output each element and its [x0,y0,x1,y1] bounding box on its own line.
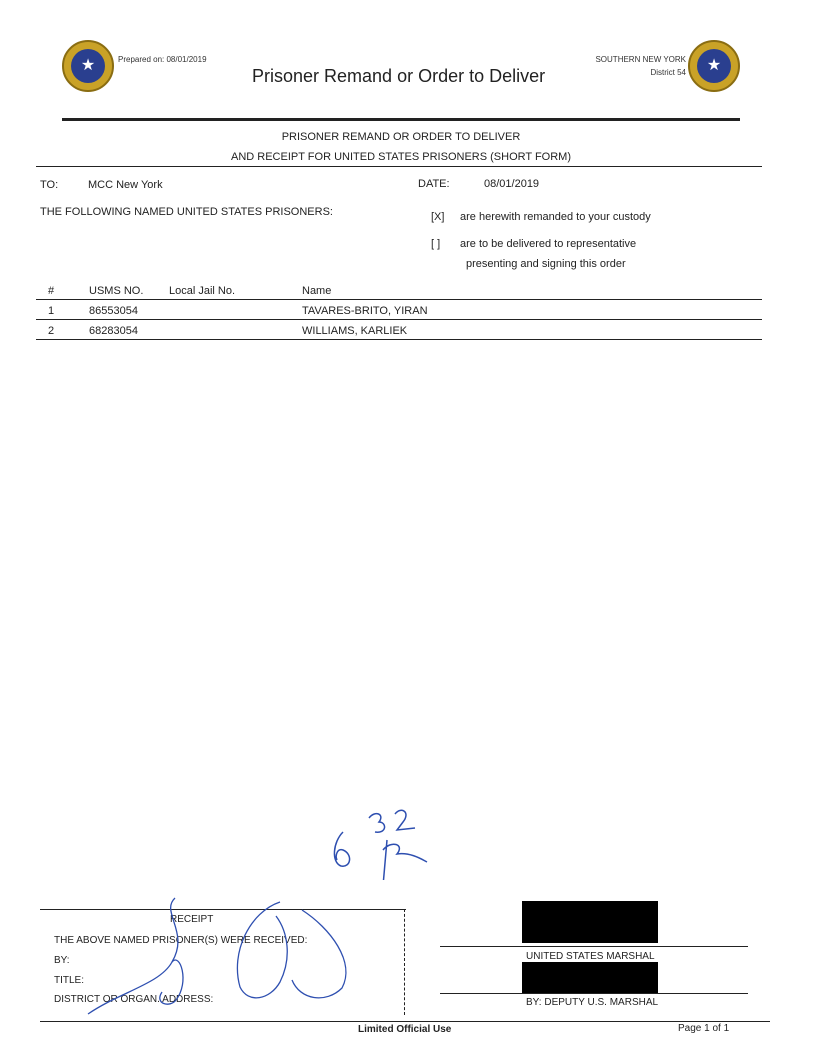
row-divider [36,339,762,340]
redacted-signature-block [522,901,658,943]
option1-text: are herewith remanded to your custody [460,211,651,223]
district-number: District 54 [650,68,686,77]
receipt-received-line: THE ABOVE NAMED PRISONER(S) WERE RECEIVED: [54,935,308,946]
footer-divider [40,1021,770,1022]
form-heading-line2: AND RECEIPT FOR UNITED STATES PRISONERS (SHORT FORM) [230,151,571,163]
col-header-usms: USMS NO. [89,285,144,297]
receipt-title: RECEIPT [170,914,214,925]
row-usms-number: 86553054 [89,305,138,317]
option2-text-line1: are to be delivered to representative [460,238,637,250]
to-value: MCC New York [88,179,163,191]
handwritten-time-note [325,800,435,880]
row-prisoner-name: TAVARES-BRITO, YIRAN [302,305,428,317]
col-header-local-jail: Local Jail No. [169,285,236,297]
table-header-divider [36,299,762,300]
footer-classification: Limited Official Use [358,1024,452,1035]
col-header-name: Name [302,285,332,297]
prisoners-label: THE FOLLOWING NAMED UNITED STATES PRISONERS: [40,206,333,218]
footer-page-number: Page 1 of 1 [678,1023,730,1034]
usms-seal-left-icon: ★ [62,40,114,92]
row-prisoner-name: WILLIAMS, KARLIEK [302,325,408,337]
heading-divider [36,166,762,167]
date-label: DATE: [418,178,450,190]
row-usms-number: 68283054 [89,325,138,337]
date-value: 08/01/2019 [484,178,540,190]
option2-checkbox: [ ] [431,238,441,250]
row-divider [36,319,762,320]
page-title: Prisoner Remand or Order to Deliver [252,66,546,86]
receipt-right-border [404,909,405,1015]
option2-text-line2: presenting and signing this order [466,258,626,270]
col-header-number: # [48,285,55,297]
row-number: 1 [48,305,55,317]
option1-checkbox: [X] [431,211,445,223]
to-label: TO: [40,179,59,191]
deputy-label: BY: DEPUTY U.S. MARSHAL [526,997,659,1008]
prepared-on-text: Prepared on: 08/01/2019 [118,55,207,64]
marshal-signature-line [440,946,748,947]
district-name: SOUTHERN NEW YORK [595,55,686,64]
receipt-title-label: TITLE: [54,975,85,986]
row-number: 2 [48,325,55,337]
deputy-signature-line [440,993,748,994]
receipt-by-label: BY: [54,955,70,966]
usms-seal-right-icon: ★ [688,40,740,92]
redacted-deputy-block [522,962,658,994]
marshal-label: UNITED STATES MARSHAL [526,951,655,962]
form-heading-line1: PRISONER REMAND OR ORDER TO DELIVER [281,131,521,143]
header-divider [62,118,740,121]
receipt-address-label: DISTRICT OR ORGAN. ADDRESS: [54,994,214,1005]
receipt-signature [80,892,370,1022]
